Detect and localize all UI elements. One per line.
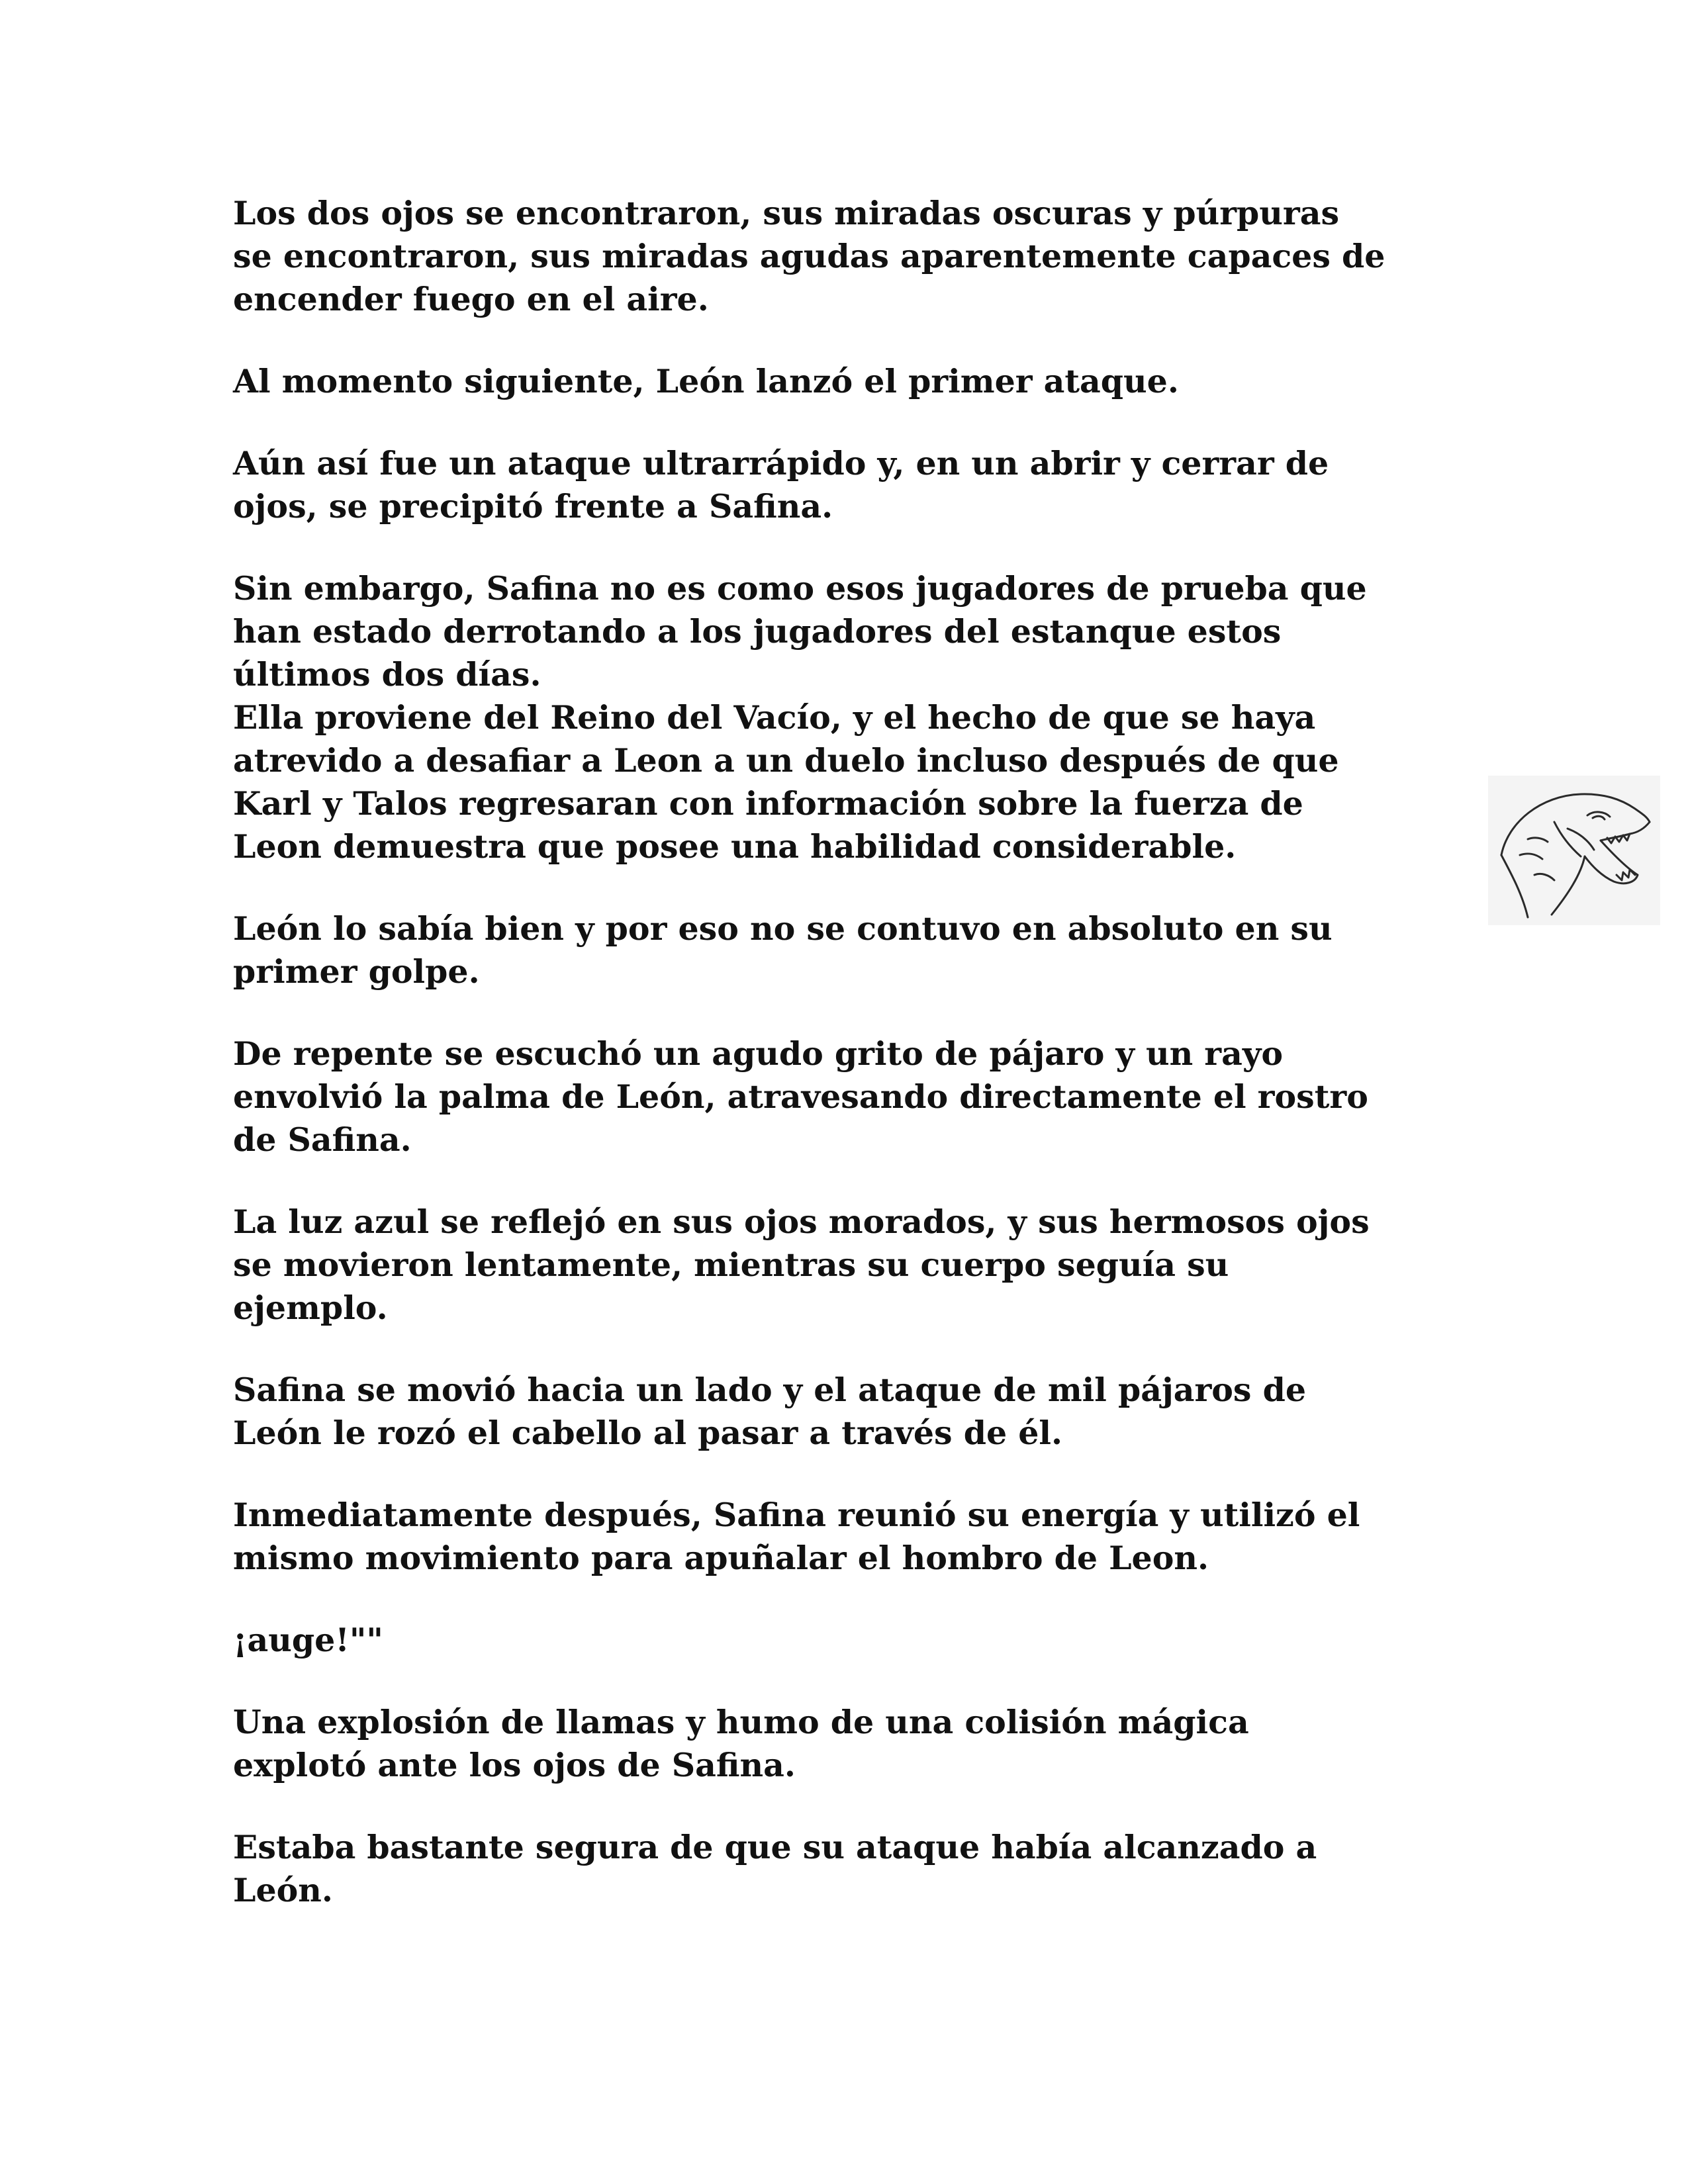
paragraph-5: Ella proviene del Reino del Vacío, y el hecho de que se haya atrevido a desafiar a Leon a un duelo incluso después de que Karl y Talos regresaran con información sobre la fuerza de Leon demuestra que posee una habilidad considerable. [233, 698, 1339, 866]
paragraph-8: La luz azul se reflejó en sus ojos morados, y sus hermosos ojos se movieron lentamente, mientras su cuerpo seguía su ejemplo. [233, 1203, 1370, 1327]
paragraph-2: Al momento siguiente, León lanzó el primer ataque. [233, 362, 1179, 400]
paragraph-10: Inmediatamente después, Safina reunió su energía y utilizó el mismo movimiento para apuñalar el hombro de Leon. [233, 1496, 1360, 1577]
paragraph-11: ¡auge!"" [233, 1621, 383, 1659]
paragraph-7: De repente se escuchó un agudo grito de pájaro y un rayo envolvió la palma de León, atravesando directamente el rostro de Safina. [233, 1034, 1368, 1159]
paragraph-6: León lo sabía bien y por eso no se contuvo en absoluto en su primer golpe. [233, 909, 1333, 991]
dinosaur-head-sketch-icon [1488, 776, 1660, 925]
paragraph-3: Aún así fue un ataque ultrarrápido y, en un abrir y cerrar de ojos, se precipitó frente a Safina. [233, 444, 1329, 525]
paragraph-4: Sin embargo, Safina no es como esos jugadores de prueba que han estado derrotando a los jugadores del estanque estos últimos dos días. [233, 569, 1367, 694]
paragraph-9: Safina se movió hacia un lado y el ataque de mil pájaros de León le rozó el cabello al pasar a través de él. [233, 1371, 1307, 1452]
story-text [233, 192, 1477, 1951]
paragraph-13: Estaba bastante segura de que su ataque había alcanzado a León. [233, 1828, 1317, 1909]
paragraph-12: Una explosión de llamas y humo de una colisión mágica explotó ante los ojos de Safina. [233, 1703, 1249, 1784]
paragraph-1: Los dos ojos se encontraron, sus miradas oscuras y púrpuras se encontraron, sus miradas agudas aparentemente capaces de encender fuego en el aire. [233, 194, 1385, 318]
